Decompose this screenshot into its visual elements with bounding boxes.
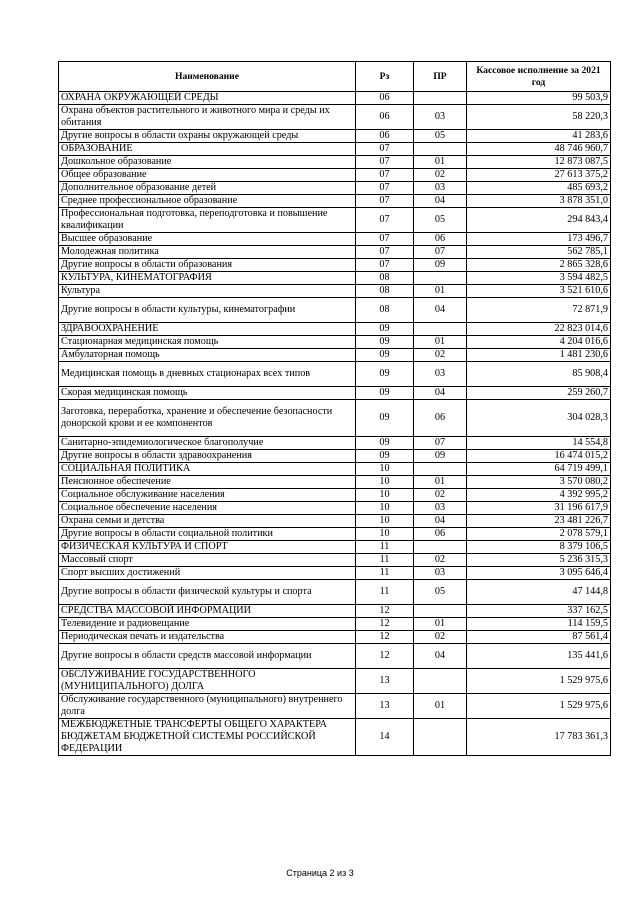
row-pr-cell: 07 xyxy=(414,437,467,450)
table-row xyxy=(59,182,611,195)
table-row xyxy=(59,169,611,182)
row-rz-cell: 07 xyxy=(356,182,414,195)
row-rz-cell: 14 xyxy=(356,719,414,756)
row-name-cell: Периодическая печать и издательства xyxy=(59,631,356,644)
table-row xyxy=(59,362,611,387)
row-pr-cell: 02 xyxy=(414,169,467,182)
table-row xyxy=(59,105,611,130)
row-amount-cell: 16 474 015,2 xyxy=(467,450,611,463)
row-name-cell: Дополнительное образование детей xyxy=(59,182,356,195)
row-pr-cell: 02 xyxy=(414,631,467,644)
row-pr-cell xyxy=(414,541,467,554)
row-amount-cell: 12 873 087,5 xyxy=(467,156,611,169)
row-amount-cell: 64 719 499,1 xyxy=(467,463,611,476)
row-name-cell: Молодежная политика xyxy=(59,246,356,259)
row-amount-cell: 41 283,6 xyxy=(467,130,611,143)
row-pr-cell: 04 xyxy=(414,644,467,669)
row-pr-cell xyxy=(414,272,467,285)
row-rz-cell: 07 xyxy=(356,208,414,233)
table-body xyxy=(59,92,611,756)
row-amount-cell: 3 095 646,4 xyxy=(467,567,611,580)
row-rz-cell: 09 xyxy=(356,362,414,387)
row-amount-cell: 87 561,4 xyxy=(467,631,611,644)
row-rz-cell: 13 xyxy=(356,694,414,719)
row-amount-cell: 3 594 482,5 xyxy=(467,272,611,285)
row-pr-cell xyxy=(414,605,467,618)
row-rz-cell: 06 xyxy=(356,105,414,130)
row-amount-cell: 17 783 361,3 xyxy=(467,719,611,756)
table-row xyxy=(59,387,611,400)
table-row xyxy=(59,644,611,669)
section-row xyxy=(59,92,611,105)
section-row xyxy=(59,719,611,756)
row-pr-cell: 01 xyxy=(414,476,467,489)
row-rz-cell: 06 xyxy=(356,92,414,105)
section-row xyxy=(59,463,611,476)
row-rz-cell: 10 xyxy=(356,463,414,476)
table-row xyxy=(59,476,611,489)
table-row xyxy=(59,156,611,169)
row-name-cell: Другие вопросы в области здравоохранения xyxy=(59,450,356,463)
row-name-cell: Охрана объектов растительного и животного мира и среды их обитания xyxy=(59,105,356,130)
row-pr-cell: 06 xyxy=(414,400,467,437)
row-name-cell: Социальное обеспечение населения xyxy=(59,502,356,515)
row-name-cell: Пенсионное обеспечение xyxy=(59,476,356,489)
section-row xyxy=(59,541,611,554)
row-amount-cell: 337 162,5 xyxy=(467,605,611,618)
header-pr: ПР xyxy=(414,62,467,92)
row-pr-cell: 01 xyxy=(414,285,467,298)
row-name-cell: Массовый спорт xyxy=(59,554,356,567)
row-name-cell: Заготовка, переработка, хранение и обеспечение безопасности донорской крови и ее компонентов xyxy=(59,400,356,437)
row-rz-cell: 10 xyxy=(356,489,414,502)
row-name-cell: Охрана семьи и детства xyxy=(59,515,356,528)
row-rz-cell: 08 xyxy=(356,272,414,285)
table-row xyxy=(59,694,611,719)
row-name-cell: КУЛЬТУРА, КИНЕМАТОГРАФИЯ xyxy=(59,272,356,285)
row-rz-cell: 11 xyxy=(356,567,414,580)
header-rz: Рз xyxy=(356,62,414,92)
row-amount-cell: 99 503,9 xyxy=(467,92,611,105)
row-pr-cell: 05 xyxy=(414,208,467,233)
row-amount-cell: 1 481 230,6 xyxy=(467,349,611,362)
row-name-cell: ФИЗИЧЕСКАЯ КУЛЬТУРА И СПОРТ xyxy=(59,541,356,554)
row-rz-cell: 09 xyxy=(356,450,414,463)
row-amount-cell: 4 392 995,2 xyxy=(467,489,611,502)
row-pr-cell: 02 xyxy=(414,349,467,362)
row-pr-cell: 05 xyxy=(414,130,467,143)
table-row xyxy=(59,208,611,233)
table-row xyxy=(59,580,611,605)
table-row xyxy=(59,285,611,298)
row-name-cell: Телевидение и радиовещание xyxy=(59,618,356,631)
row-amount-cell: 47 144,8 xyxy=(467,580,611,605)
table-row xyxy=(59,450,611,463)
table-row xyxy=(59,233,611,246)
row-rz-cell: 12 xyxy=(356,618,414,631)
table-row xyxy=(59,259,611,272)
row-amount-cell: 304 028,3 xyxy=(467,400,611,437)
row-pr-cell: 05 xyxy=(414,580,467,605)
page-number: Страница 2 из 3 xyxy=(286,868,354,878)
row-name-cell: ОБСЛУЖИВАНИЕ ГОСУДАРСТВЕННОГО (МУНИЦИПАЛЬНОГО) ДОЛГА xyxy=(59,669,356,694)
row-name-cell: Обслуживание государственного (муниципального) внутреннего долга xyxy=(59,694,356,719)
row-rz-cell: 10 xyxy=(356,502,414,515)
row-rz-cell: 11 xyxy=(356,554,414,567)
row-pr-cell: 03 xyxy=(414,502,467,515)
row-name-cell: Другие вопросы в области охраны окружающей среды xyxy=(59,130,356,143)
section-row xyxy=(59,272,611,285)
row-pr-cell: 04 xyxy=(414,387,467,400)
row-pr-cell xyxy=(414,463,467,476)
row-pr-cell: 01 xyxy=(414,618,467,631)
row-rz-cell: 07 xyxy=(356,246,414,259)
row-rz-cell: 09 xyxy=(356,349,414,362)
row-amount-cell: 31 196 617,9 xyxy=(467,502,611,515)
row-pr-cell: 03 xyxy=(414,182,467,195)
row-pr-cell: 03 xyxy=(414,362,467,387)
row-name-cell: МЕЖБЮДЖЕТНЫЕ ТРАНСФЕРТЫ ОБЩЕГО ХАРАКТЕРА БЮДЖЕТАМ БЮДЖЕТНОЙ СИСТЕМЫ РОССИЙСКОЙ ФЕДЕРАЦИИ xyxy=(59,719,356,756)
row-amount-cell: 2 865 328,6 xyxy=(467,259,611,272)
row-name-cell: Другие вопросы в области средств массовой информации xyxy=(59,644,356,669)
table-row xyxy=(59,515,611,528)
row-name-cell: ОХРАНА ОКРУЖАЮЩЕЙ СРЕДЫ xyxy=(59,92,356,105)
row-rz-cell: 07 xyxy=(356,195,414,208)
table-row xyxy=(59,502,611,515)
row-name-cell: Другие вопросы в области физической культуры и спорта xyxy=(59,580,356,605)
row-pr-cell: 09 xyxy=(414,450,467,463)
row-name-cell: Профессиональная подготовка, переподготовка и повышение квалификации xyxy=(59,208,356,233)
row-name-cell: Спорт высших достижений xyxy=(59,567,356,580)
section-row xyxy=(59,605,611,618)
row-rz-cell: 09 xyxy=(356,336,414,349)
row-rz-cell: 10 xyxy=(356,528,414,541)
row-amount-cell: 294 843,4 xyxy=(467,208,611,233)
row-rz-cell: 10 xyxy=(356,476,414,489)
row-rz-cell: 11 xyxy=(356,541,414,554)
header-row xyxy=(59,62,611,92)
row-amount-cell: 22 823 014,6 xyxy=(467,323,611,336)
row-name-cell: Среднее профессиональное образование xyxy=(59,195,356,208)
table-row xyxy=(59,195,611,208)
row-rz-cell: 07 xyxy=(356,143,414,156)
row-amount-cell: 85 908,4 xyxy=(467,362,611,387)
row-pr-cell: 01 xyxy=(414,336,467,349)
row-amount-cell: 14 554,8 xyxy=(467,437,611,450)
table-row xyxy=(59,400,611,437)
row-name-cell: ОБРАЗОВАНИЕ xyxy=(59,143,356,156)
row-name-cell: Общее образование xyxy=(59,169,356,182)
row-rz-cell: 07 xyxy=(356,259,414,272)
row-rz-cell: 12 xyxy=(356,644,414,669)
row-name-cell: Санитарно-эпидемиологическое благополучие xyxy=(59,437,356,450)
row-amount-cell: 562 785,1 xyxy=(467,246,611,259)
row-pr-cell: 04 xyxy=(414,515,467,528)
row-pr-cell: 06 xyxy=(414,233,467,246)
table-row xyxy=(59,298,611,323)
row-pr-cell: 04 xyxy=(414,195,467,208)
header-name: Наименование xyxy=(59,62,356,92)
row-rz-cell: 10 xyxy=(356,515,414,528)
table-row xyxy=(59,528,611,541)
row-name-cell: Высшее образование xyxy=(59,233,356,246)
row-amount-cell: 259 260,7 xyxy=(467,387,611,400)
row-pr-cell xyxy=(414,323,467,336)
row-name-cell: Скорая медицинская помощь xyxy=(59,387,356,400)
section-row xyxy=(59,323,611,336)
row-pr-cell: 01 xyxy=(414,156,467,169)
row-rz-cell: 06 xyxy=(356,130,414,143)
row-pr-cell: 02 xyxy=(414,554,467,567)
row-amount-cell: 173 496,7 xyxy=(467,233,611,246)
row-pr-cell xyxy=(414,669,467,694)
row-amount-cell: 485 693,2 xyxy=(467,182,611,195)
row-rz-cell: 13 xyxy=(356,669,414,694)
row-rz-cell: 09 xyxy=(356,387,414,400)
table-row xyxy=(59,437,611,450)
row-name-cell: Медицинская помощь в дневных стационарах всех типов xyxy=(59,362,356,387)
row-amount-cell: 1 529 975,6 xyxy=(467,669,611,694)
row-amount-cell: 3 878 351,0 xyxy=(467,195,611,208)
row-pr-cell: 02 xyxy=(414,489,467,502)
table-row xyxy=(59,246,611,259)
row-name-cell: Культура xyxy=(59,285,356,298)
row-name-cell: СРЕДСТВА МАССОВОЙ ИНФОРМАЦИИ xyxy=(59,605,356,618)
row-pr-cell: 01 xyxy=(414,694,467,719)
row-rz-cell: 12 xyxy=(356,605,414,618)
row-amount-cell: 48 746 960,7 xyxy=(467,143,611,156)
row-rz-cell: 09 xyxy=(356,437,414,450)
row-pr-cell xyxy=(414,92,467,105)
section-row xyxy=(59,669,611,694)
table-row xyxy=(59,631,611,644)
table-row xyxy=(59,554,611,567)
row-name-cell: СОЦИАЛЬНАЯ ПОЛИТИКА xyxy=(59,463,356,476)
row-amount-cell: 5 236 315,3 xyxy=(467,554,611,567)
table-row xyxy=(59,336,611,349)
row-pr-cell: 03 xyxy=(414,105,467,130)
row-pr-cell: 09 xyxy=(414,259,467,272)
row-name-cell: Другие вопросы в области культуры, кинематографии xyxy=(59,298,356,323)
row-amount-cell: 58 220,3 xyxy=(467,105,611,130)
row-rz-cell: 12 xyxy=(356,631,414,644)
row-pr-cell: 06 xyxy=(414,528,467,541)
row-name-cell: Стационарная медицинская помощь xyxy=(59,336,356,349)
table-row xyxy=(59,489,611,502)
row-name-cell: Другие вопросы в области социальной политики xyxy=(59,528,356,541)
row-rz-cell: 07 xyxy=(356,233,414,246)
row-pr-cell: 03 xyxy=(414,567,467,580)
row-amount-cell: 8 379 106,5 xyxy=(467,541,611,554)
row-name-cell: Другие вопросы в области образования xyxy=(59,259,356,272)
row-amount-cell: 27 613 375,2 xyxy=(467,169,611,182)
table-row xyxy=(59,349,611,362)
row-amount-cell: 3 570 080,2 xyxy=(467,476,611,489)
row-amount-cell: 135 441,6 xyxy=(467,644,611,669)
table-row xyxy=(59,618,611,631)
row-rz-cell: 07 xyxy=(356,169,414,182)
row-amount-cell: 3 521 610,6 xyxy=(467,285,611,298)
row-name-cell: Социальное обслуживание населения xyxy=(59,489,356,502)
row-name-cell: ЗДРАВООХРАНЕНИЕ xyxy=(59,323,356,336)
table-row xyxy=(59,130,611,143)
row-rz-cell: 08 xyxy=(356,285,414,298)
row-rz-cell: 11 xyxy=(356,580,414,605)
row-pr-cell xyxy=(414,719,467,756)
row-amount-cell: 72 871,9 xyxy=(467,298,611,323)
row-pr-cell: 07 xyxy=(414,246,467,259)
row-amount-cell: 1 529 975,6 xyxy=(467,694,611,719)
table-row xyxy=(59,567,611,580)
row-amount-cell: 2 078 579,1 xyxy=(467,528,611,541)
row-rz-cell: 08 xyxy=(356,298,414,323)
row-pr-cell xyxy=(414,143,467,156)
header-amount: Кассовое исполнение за 2021 год xyxy=(467,62,611,92)
row-name-cell: Амбулаторная помощь xyxy=(59,349,356,362)
row-rz-cell: 09 xyxy=(356,323,414,336)
row-amount-cell: 114 159,5 xyxy=(467,618,611,631)
row-amount-cell: 4 204 016,6 xyxy=(467,336,611,349)
row-rz-cell: 09 xyxy=(356,400,414,437)
row-pr-cell: 04 xyxy=(414,298,467,323)
row-amount-cell: 23 481 226,7 xyxy=(467,515,611,528)
row-name-cell: Дошкольное образование xyxy=(59,156,356,169)
budget-table xyxy=(58,61,611,756)
section-row xyxy=(59,143,611,156)
row-rz-cell: 07 xyxy=(356,156,414,169)
